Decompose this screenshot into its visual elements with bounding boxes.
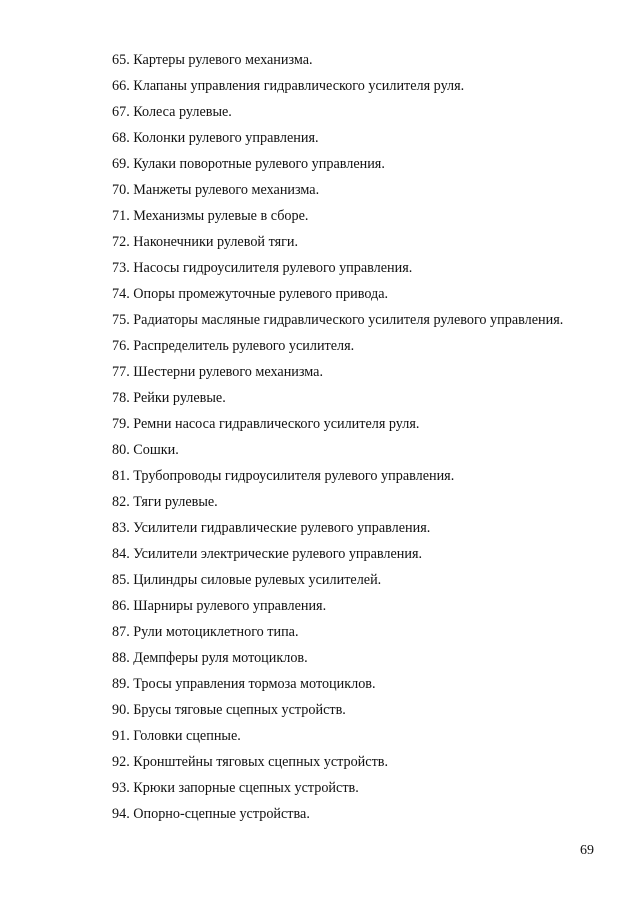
list-item: 71. Механизмы рулевые в сборе. — [112, 208, 309, 224]
list-item: 86. Шарниры рулевого управления. — [112, 598, 327, 614]
list-item: 79. Ремни насоса гидравлического усилителя руля. — [112, 416, 420, 432]
list-item: 70. Манжеты рулевого механизма. — [112, 182, 320, 198]
list-item: 73. Насосы гидроусилителя рулевого управления. — [112, 260, 413, 276]
list-item: 93. Крюки запорные сцепных устройств. — [112, 780, 359, 796]
list-item: 72. Наконечники рулевой тяги. — [112, 234, 299, 250]
list-item: 83. Усилители гидравлические рулевого управления. — [112, 520, 431, 536]
list-item: 80. Сошки. — [112, 442, 179, 458]
list-item: 94. Опорно-сцепные устройства. — [112, 806, 310, 822]
list-item: 77. Шестерни рулевого механизма. — [112, 364, 324, 380]
list-item: 74. Опоры промежуточные рулевого привода. — [112, 286, 389, 302]
list-item: 85. Цилиндры силовые рулевых усилителей. — [112, 572, 382, 588]
list-item: 75. Радиаторы масляные гидравлического усилителя рулевого управления. — [112, 312, 564, 328]
list-item: 91. Головки сцепные. — [112, 728, 241, 744]
list-item: 69. Кулаки поворотные рулевого управления. — [112, 156, 385, 172]
list-item: 87. Рули мотоциклетного типа. — [112, 624, 299, 640]
list-item: 68. Колонки рулевого управления. — [112, 130, 319, 146]
list-item: 67. Колеса рулевые. — [112, 104, 232, 120]
item-list — [112, 47, 622, 827]
list-item: 84. Усилители электрические рулевого управления. — [112, 546, 423, 562]
list-item: 65. Картеры рулевого механизма. — [112, 52, 313, 68]
list-item: 92. Кронштейны тяговых сцепных устройств. — [112, 754, 389, 770]
list-item: 90. Брусы тяговые сцепных устройств. — [112, 702, 346, 718]
list-item: 88. Демпферы руля мотоциклов. — [112, 650, 308, 666]
list-item: 81. Трубопроводы гидроусилителя рулевого управления. — [112, 468, 455, 484]
list-item: 78. Рейки рулевые. — [112, 390, 226, 406]
list-item: 89. Тросы управления тормоза мотоциклов. — [112, 676, 376, 692]
page-number: 69 — [580, 843, 594, 858]
list-item: 82. Тяги рулевые. — [112, 494, 218, 510]
list-item: 66. Клапаны управления гидравлического усилителя руля. — [112, 78, 465, 94]
list-item: 76. Распределитель рулевого усилителя. — [112, 338, 355, 354]
